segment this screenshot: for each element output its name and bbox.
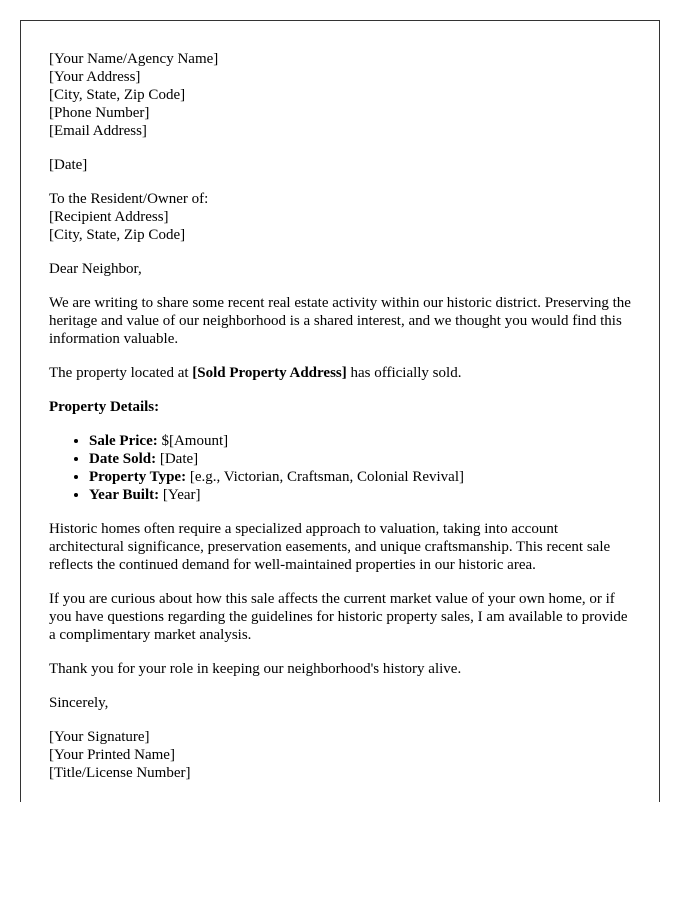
recipient-to-line: To the Resident/Owner of:	[49, 191, 209, 207]
printed-name-line: [Your Printed Name]	[49, 747, 175, 763]
detail-value: [e.g., Victorian, Craftsman, Colonial Revival]	[189, 469, 465, 485]
salutation: Dear Neighbor,	[49, 261, 142, 277]
closing: Sincerely,	[49, 695, 109, 711]
letter-date: [Date]	[49, 157, 88, 173]
recipient-block	[49, 190, 631, 244]
detail-property-type	[89, 468, 631, 486]
title-license-line: [Title/License Number]	[49, 765, 191, 781]
detail-value: $[Amount]	[161, 433, 229, 449]
sender-phone: [Phone Number]	[49, 105, 150, 121]
detail-label: Year Built:	[89, 487, 160, 503]
detail-label: Date Sold:	[89, 451, 157, 467]
sold-sentence-suffix: has officially sold.	[350, 365, 462, 381]
recipient-address: [Recipient Address]	[49, 209, 169, 225]
signature-block	[49, 728, 631, 782]
recipient-city-state-zip: [City, State, Zip Code]	[49, 227, 186, 243]
sender-address: [Your Address]	[49, 69, 141, 85]
sold-sentence	[49, 364, 631, 382]
detail-label: Sale Price:	[89, 433, 158, 449]
detail-year-built	[89, 486, 631, 504]
detail-label: Property Type:	[89, 469, 187, 485]
sold-property-address: [Sold Property Address]	[192, 365, 347, 381]
detail-date-sold	[89, 450, 631, 468]
sender-city-state-zip: [City, State, Zip Code]	[49, 87, 186, 103]
intro-paragraph: We are writing to share some recent real estate activity within our historic district. Preserving the heritage and value of our neighborhood is a shared interest, and we thought you would find this information valuable.	[49, 295, 631, 347]
sold-sentence-prefix: The property located at	[49, 365, 189, 381]
offer-paragraph: If you are curious about how this sale affects the current market value of your own home, or if you have questions regarding the guidelines for historic property sales, I am available to provide a complimentary market analysis.	[49, 591, 628, 643]
valuation-paragraph: Historic homes often require a specialized approach to valuation, taking into account architectural significance, preservation easements, and unique craftsmanship. This recent sale reflects the continued demand for well-maintained properties in our historic area.	[49, 521, 611, 573]
sender-block	[49, 50, 631, 140]
property-details-heading: Property Details:	[49, 399, 160, 415]
letter-page	[20, 20, 660, 802]
sender-name-agency: [Your Name/Agency Name]	[49, 51, 219, 67]
detail-value: [Year]	[162, 487, 201, 503]
signature-line: [Your Signature]	[49, 729, 150, 745]
detail-sale-price	[89, 432, 631, 450]
property-details-list	[49, 432, 631, 504]
sender-email: [Email Address]	[49, 123, 147, 139]
thanks-paragraph: Thank you for your role in keeping our neighborhood's history alive.	[49, 661, 462, 677]
detail-value: [Date]	[159, 451, 199, 467]
